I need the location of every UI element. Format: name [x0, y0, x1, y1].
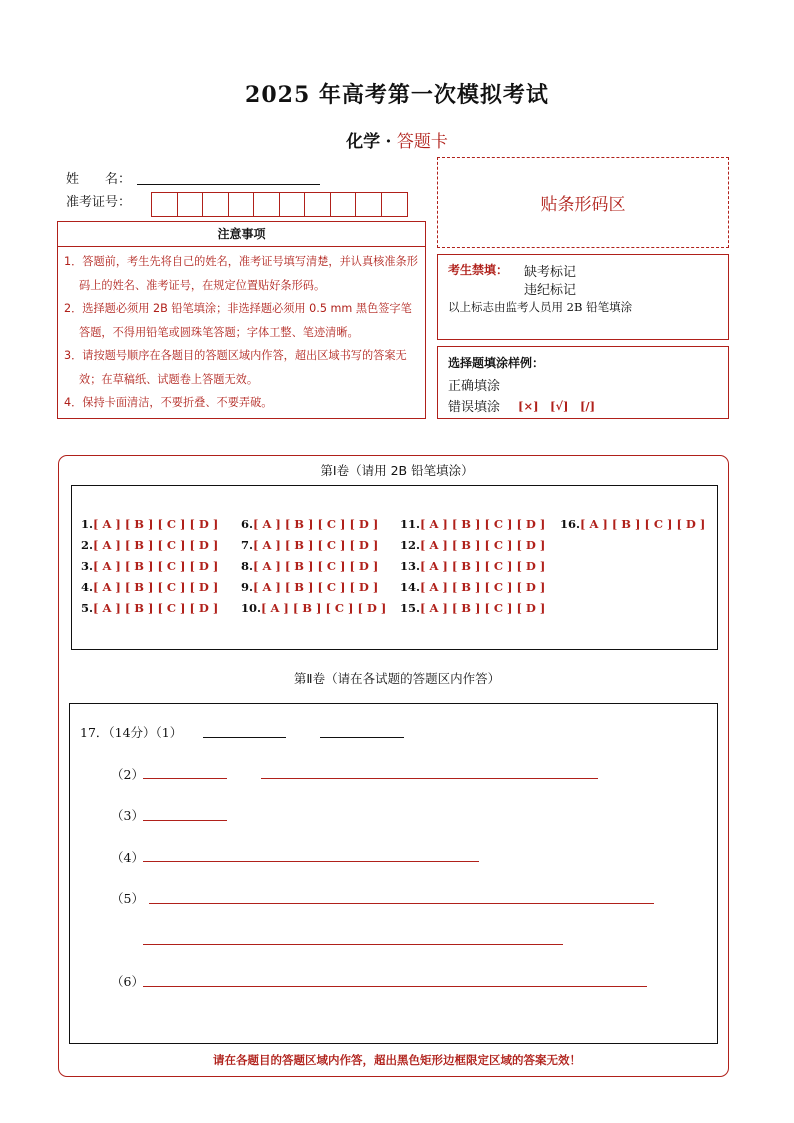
q17-label: 17．（14分）（1） [80, 725, 183, 740]
question-number: 14. [400, 580, 421, 594]
question-13[interactable] [400, 559, 545, 573]
question-11[interactable] [400, 517, 545, 531]
answer-options[interactable]: [ A ] [ B ] [ C ] [ D ] [93, 559, 219, 573]
correct-fill-label: 正确填涂 [448, 379, 501, 394]
notes-box [57, 221, 426, 419]
answer-options[interactable]: [ A ] [ B ] [ C ] [ D ] [261, 601, 387, 615]
wrong-fill-marks: [×] [√] [/] [518, 399, 596, 413]
answer-options[interactable]: [ A ] [ B ] [ C ] [ D ] [253, 538, 379, 552]
wrong-fill-label: 错误填涂 [448, 400, 501, 415]
notes-item: 4．保持卡面清洁，不要折叠、不要弄破。 [64, 396, 273, 409]
answer-options[interactable]: [ A ] [ B ] [ C ] [ D ] [253, 517, 379, 531]
question-7[interactable] [241, 538, 378, 552]
exam-id-label: 准考证号： [66, 195, 132, 210]
question-number: 9. [241, 580, 254, 594]
answer-options[interactable]: [ A ] [ B ] [ C ] [ D ] [93, 601, 219, 615]
answer-options[interactable]: [ A ] [ B ] [ C ] [ D ] [580, 517, 706, 531]
question-10[interactable] [241, 601, 386, 615]
question-6[interactable] [241, 517, 378, 531]
answer-line[interactable] [143, 986, 647, 987]
name-label: 姓 名： [66, 172, 132, 187]
question-4[interactable] [81, 580, 218, 594]
sub-question-3-label: （3） [111, 808, 144, 823]
exam-id-cell[interactable] [203, 193, 229, 216]
question-number: 4. [81, 580, 94, 594]
question-9[interactable] [241, 580, 378, 594]
sub-question-4-label: （4） [111, 850, 144, 865]
barcode-area [437, 157, 729, 248]
question-2[interactable] [81, 538, 218, 552]
sub-question-5-label: （5） [111, 891, 144, 906]
question-number: 8. [241, 559, 254, 573]
forbid-label: 考生禁填： [448, 263, 509, 277]
answer-options[interactable]: [ A ] [ B ] [ C ] [ D ] [93, 580, 219, 594]
card-name: 答题卡 [396, 132, 448, 152]
subject-label: 化学 [346, 132, 381, 152]
answer-line[interactable] [143, 861, 479, 862]
notes-item: 2．选择题必须用 2B 铅笔填涂；非选择题必须用 0.5 mm 黑色签字笔答题，不得用铅笔或圆珠笔答题；字体工整、笔迹清晰。 [64, 302, 412, 339]
question-8[interactable] [241, 559, 378, 573]
exam-id-cell[interactable] [382, 193, 408, 216]
answer-options[interactable]: [ A ] [ B ] [ C ] [ D ] [420, 538, 546, 552]
question-14[interactable] [400, 580, 545, 594]
subtitle-separator: · [385, 132, 392, 152]
answer-options[interactable]: [ A ] [ B ] [ C ] [ D ] [93, 517, 219, 531]
exam-id-cell[interactable] [152, 193, 178, 216]
answer-options[interactable]: [ A ] [ B ] [ C ] [ D ] [420, 601, 546, 615]
notes-heading: 注意事项 [58, 222, 425, 247]
forbid-note: 以上标志由监考人员用 2B 铅笔填涂 [448, 300, 633, 314]
sub-question-6-label: （6） [111, 974, 144, 989]
answer-line[interactable] [320, 737, 404, 738]
answer-line[interactable] [149, 903, 654, 904]
answer-options[interactable]: [ A ] [ B ] [ C ] [ D ] [93, 538, 219, 552]
exam-id-cell[interactable] [254, 193, 280, 216]
question-12[interactable] [400, 538, 545, 552]
sample-heading: 选择题填涂样例： [448, 356, 545, 370]
notes-list [58, 247, 425, 415]
question-number: 10. [241, 601, 262, 615]
answer-options[interactable]: [ A ] [ B ] [ C ] [ D ] [420, 559, 546, 573]
question-1[interactable] [81, 517, 218, 531]
answer-line[interactable] [143, 820, 227, 821]
question-number: 3. [81, 559, 94, 573]
name-field[interactable] [137, 184, 320, 185]
question-15[interactable] [400, 601, 545, 615]
forbid-box [437, 254, 729, 340]
exam-id-cell[interactable] [280, 193, 306, 216]
question-number: 15. [400, 601, 421, 615]
sample-box [437, 346, 729, 419]
answer-options[interactable]: [ A ] [ B ] [ C ] [ D ] [253, 580, 379, 594]
notes-item: 1．答题前，考生先将自己的姓名，准考证号填写清楚，并认真核准条形码上的姓名、准考证号，在规定位置贴好条形码。 [64, 255, 418, 292]
exam-id-cell[interactable] [356, 193, 382, 216]
exam-id-boxes[interactable] [151, 192, 408, 217]
exam-title: 2025 年高考第一次模拟考试 [245, 82, 549, 108]
question-number: 12. [400, 538, 421, 552]
barcode-label: 贴条形码区 [540, 195, 626, 215]
exam-id-cell[interactable] [331, 193, 357, 216]
question-number: 16. [560, 517, 581, 531]
exam-id-cell[interactable] [305, 193, 331, 216]
part1-heading: 第Ⅰ卷（请用 2B 铅笔填涂） [320, 463, 474, 478]
part2-heading: 第Ⅱ卷（请在各试题的答题区内作答） [293, 671, 501, 686]
exam-id-cell[interactable] [229, 193, 255, 216]
answer-line[interactable] [143, 778, 227, 779]
answer-line[interactable] [143, 944, 563, 945]
question-number: 2. [81, 538, 94, 552]
card-subtitle [0, 127, 794, 152]
violation-mark[interactable]: 违纪标记 [524, 283, 577, 298]
exam-id-cell[interactable] [178, 193, 204, 216]
question-number: 7. [241, 538, 254, 552]
question-5[interactable] [81, 601, 218, 615]
answer-options[interactable]: [ A ] [ B ] [ C ] [ D ] [420, 580, 546, 594]
sub-question-2-label: （2） [111, 767, 144, 782]
answer-line[interactable] [261, 778, 598, 779]
absent-mark[interactable]: 缺考标记 [524, 265, 577, 280]
question-number: 6. [241, 517, 254, 531]
notes-item: 3．请按题号顺序在各题目的答题区域内作答，超出区域书写的答案无效；在草稿纸、试题卷上答题无效。 [64, 349, 407, 386]
question-number: 5. [81, 601, 94, 615]
question-number: 11. [400, 517, 421, 531]
answer-line[interactable] [203, 737, 286, 738]
answer-options[interactable]: [ A ] [ B ] [ C ] [ D ] [420, 517, 546, 531]
answer-options[interactable]: [ A ] [ B ] [ C ] [ D ] [253, 559, 379, 573]
question-3[interactable] [81, 559, 218, 573]
footer-warning: 请在各题目的答题区域内作答，超出黑色矩形边框限定区域的答案无效！ [213, 1053, 581, 1067]
question-number: 13. [400, 559, 421, 573]
question-16[interactable] [560, 517, 705, 531]
part2-box [69, 703, 718, 1044]
question-number: 1. [81, 517, 94, 531]
